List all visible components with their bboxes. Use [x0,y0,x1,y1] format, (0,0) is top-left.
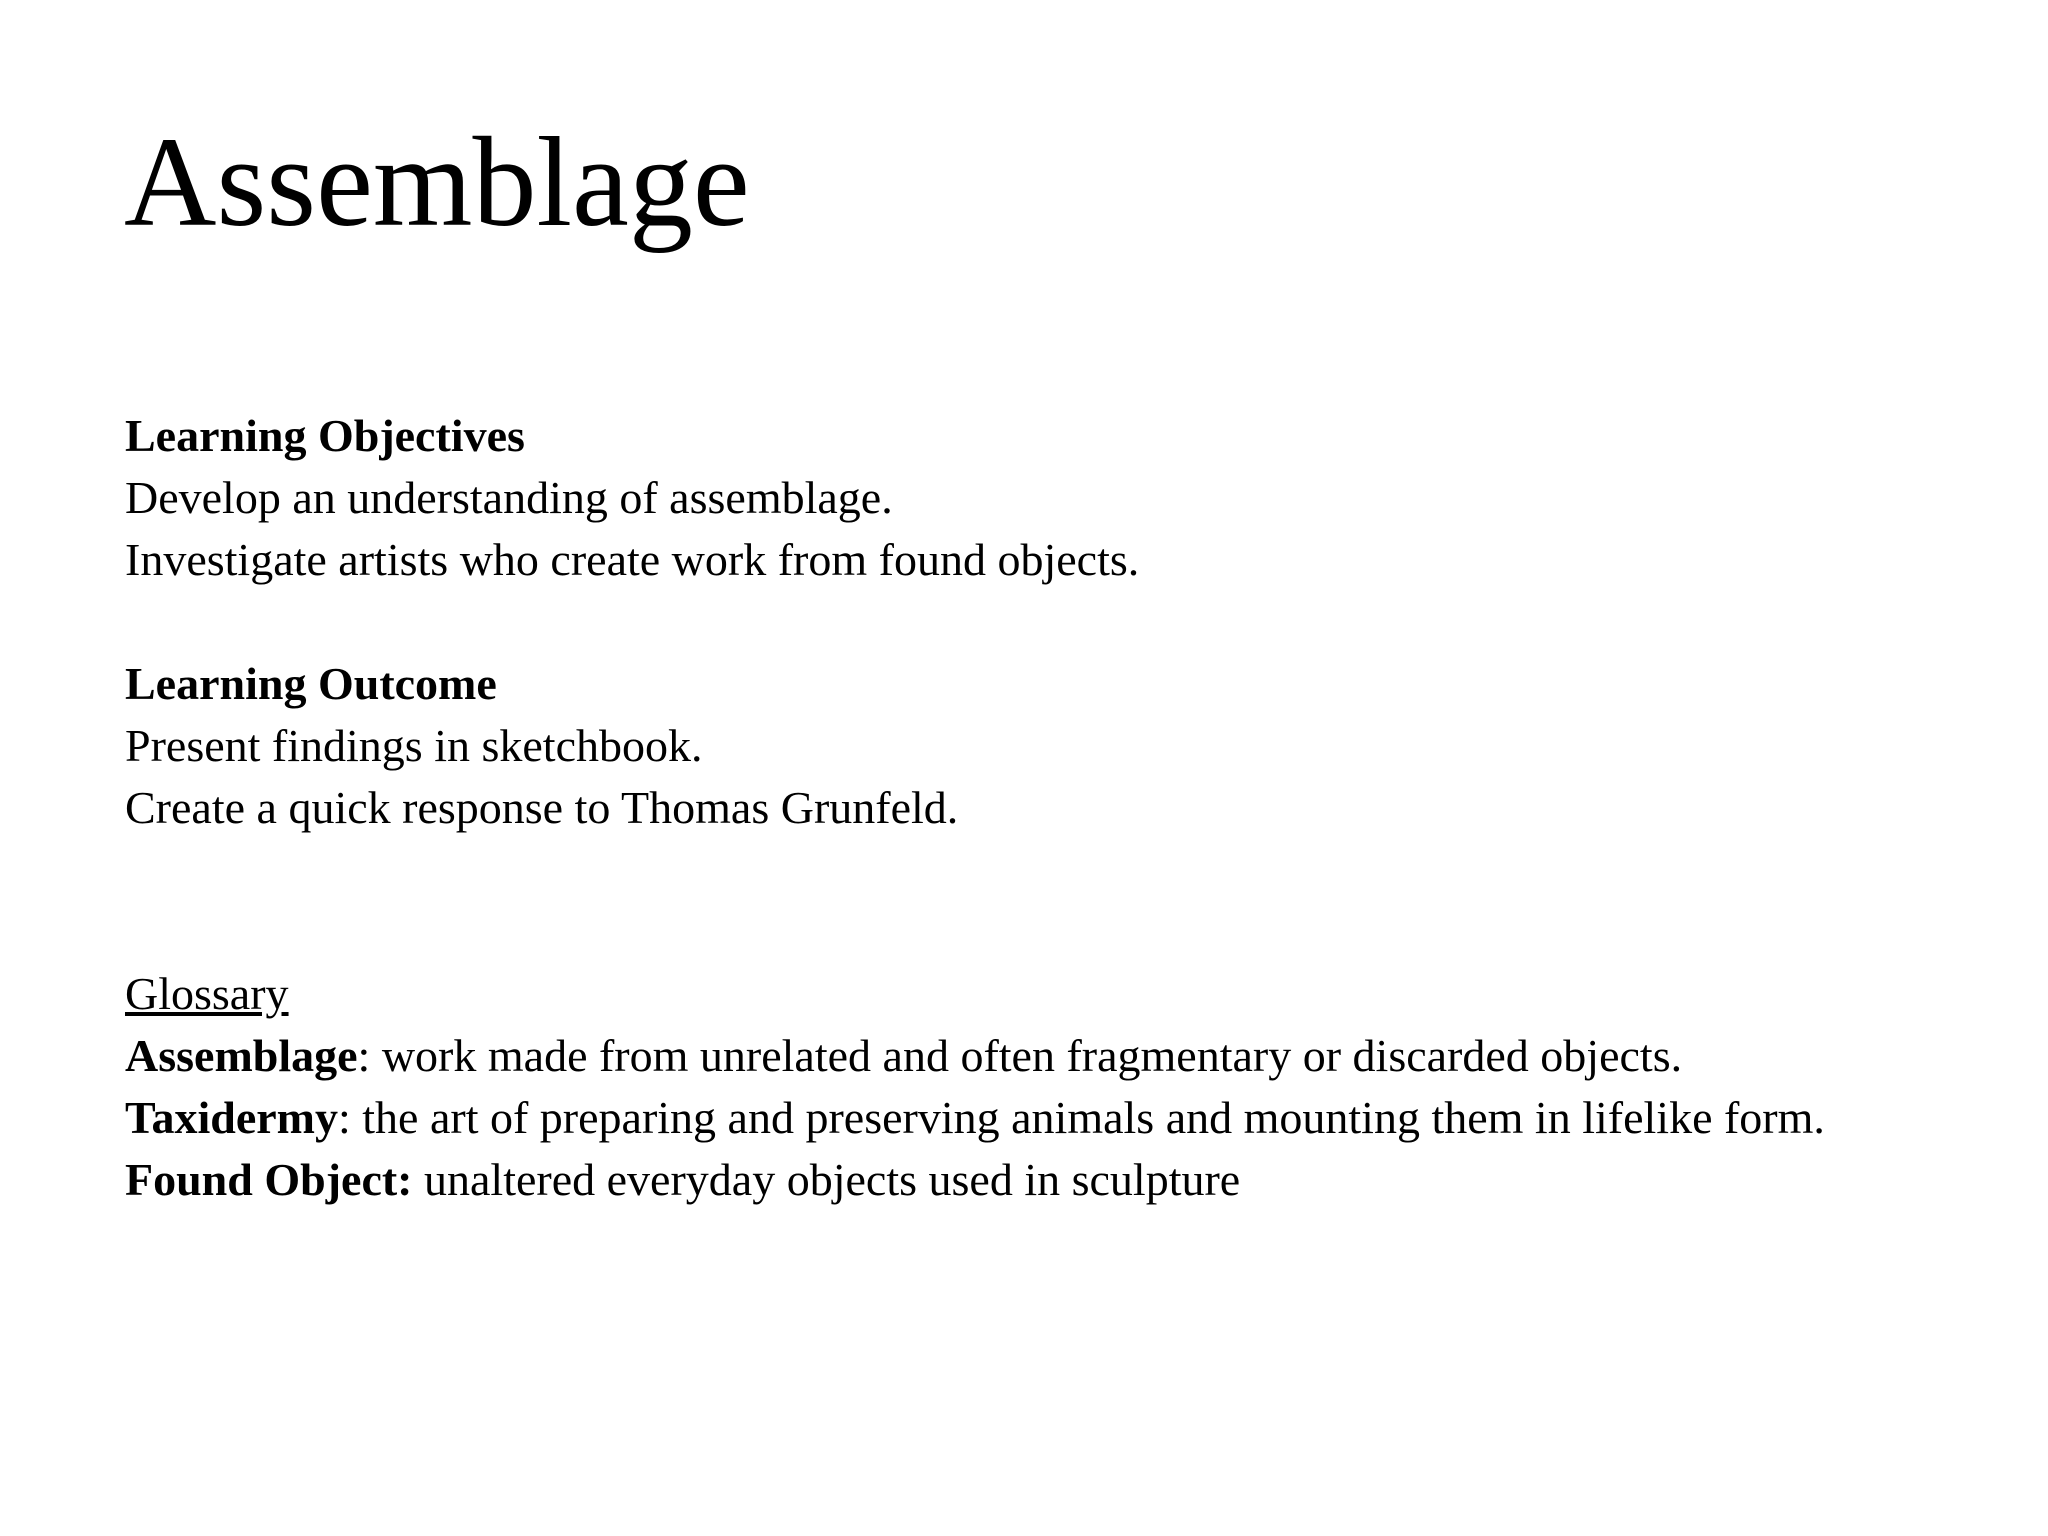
glossary-term: Found Object: [125,1154,413,1205]
glossary-definition: : work made from unrelated and often fragmentary or discarded objects. [357,1030,1683,1081]
outcome-item: Create a quick response to Thomas Grunfeld. [125,782,959,833]
objective-item: Develop an understanding of assemblage. [125,472,893,523]
glossary-entry-assemblage [125,1025,1985,1087]
spacer [125,839,1985,963]
glossary-definition: unaltered everyday objects used in sculpture [412,1154,1241,1205]
glossary-section [125,963,1985,1211]
glossary-entry-found-object [125,1149,1985,1211]
spacer [125,591,1985,653]
glossary-term: Assemblage [125,1030,358,1081]
slide-body [125,405,1985,1211]
glossary-term: Taxidermy [125,1092,338,1143]
outcome-item: Present findings in sketchbook. [125,720,703,771]
glossary-heading: Glossary [125,968,289,1019]
slide-title: Assemblage [124,111,750,253]
learning-outcome-heading: Learning Outcome [125,658,497,709]
glossary-definition: : the art of preparing and preserving animals and mounting them in lifelike form. [337,1092,1825,1143]
learning-objectives-section [125,405,1985,591]
learning-outcome-section [125,653,1985,839]
objective-item: Investigate artists who create work from found objects. [125,534,1140,585]
learning-objectives-heading: Learning Objectives [125,410,525,461]
glossary-entry-taxidermy [125,1087,1985,1149]
